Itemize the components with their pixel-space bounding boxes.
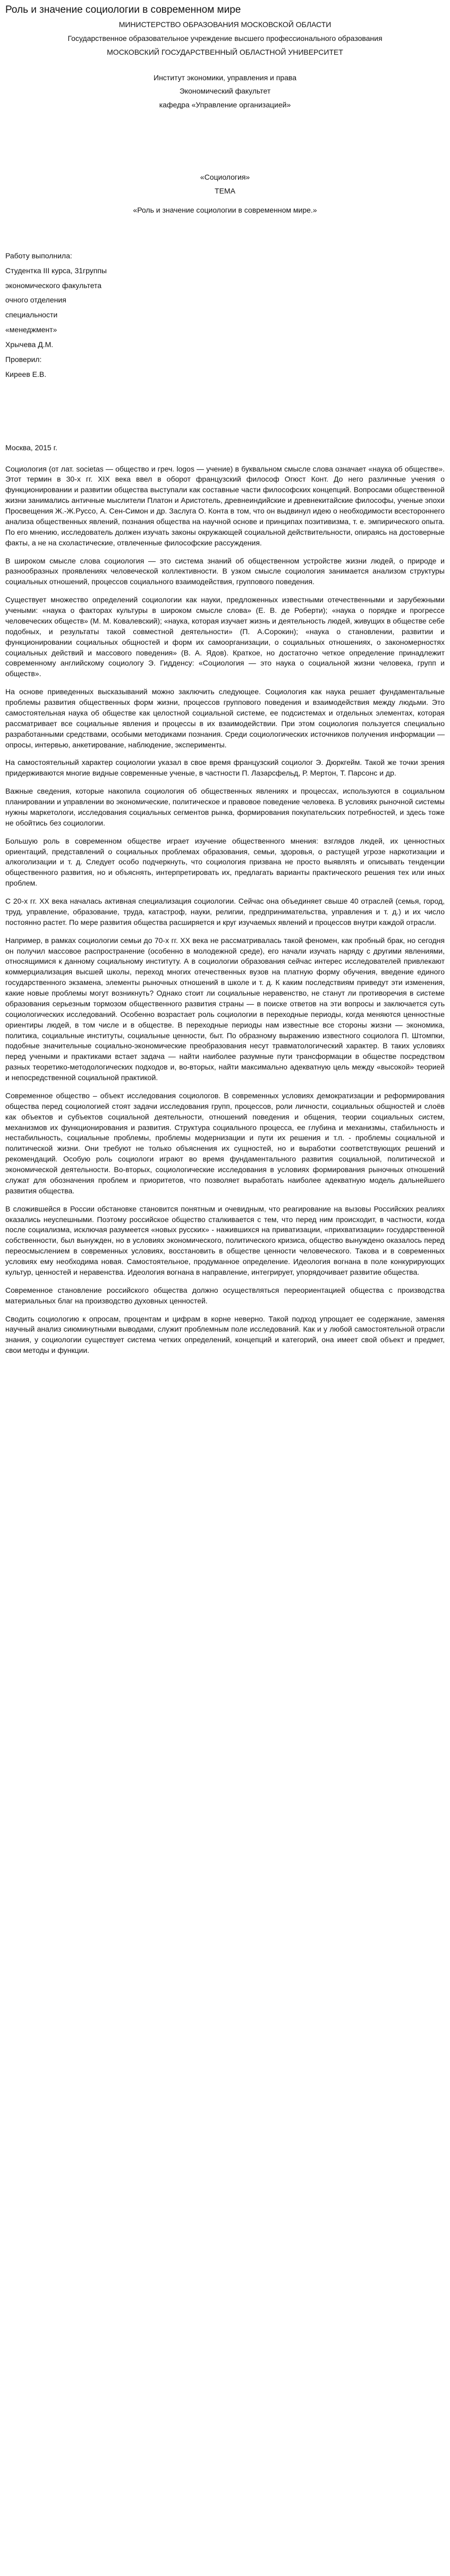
paragraph: Важные сведения, которые накопила социология об общественных явлениях и процессах, используются в социальном планировании и управлении во экономические, политическое и правовое поведение человека. В условиях рыночной системы нужны маркетологи, исследования социальных сегментов рынка, формирования покупательских потребностей, и здесь тоже не обойтись без социологии. bbox=[5, 787, 445, 827]
paragraph: Большую роль в современном обществе играет изучение общественного мнения: взглядов людей, их ценностных ориентаций, представлений о социальных проблемах образования, семьи, здоровья, о растущей угрозе наркотизации и алкоголизации и т. д. Следует особо подчеркнуть, что социология призвана не просто выявлять и описывать тенденции общественного развития, но и объяснять, интерпретировать их, предлагать варианты практического решения тех или иных проблем. bbox=[5, 836, 445, 888]
theme-label: ТЕМА bbox=[215, 187, 235, 196]
paragraph: Социология (от лат. societas — общество и греч. logos — учение) в буквальном смысле слова означает «наука об обществе». Этот термин в 30-х гг. XIX века ввел в оборот французский философ Огюст Конт. До него различные учения о функционировании и развитии общества выступали как составные части философских концепций. Вопросами общественной жизни занимались античные мыслители Платон и Аристотель, древнеиндийские и древнекитайские философы, ученые эпохи Просвещения Ж.-Ж.Руссо, А. Сен-Симон и др. Заслуга О. Конта в том, что он выдвинул идею о необходимости всестороннего анализа общественных явлений, познания общества на научной основе и принципах позитивизма, т. е. эмпирического опыта. По его мнению, исследователь должен изучать законы окружающей социальной действительности, опираясь на достоверные факты, а не на схоластические, отвлеченные философские рассуждения. bbox=[5, 464, 445, 547]
paragraph: Существует множество определений социологии как науки, предложенных известными отечественными и зарубежными учеными: «наука о факторах культуры в широком смысле слова» (Е. В. де Роберти); «наука о порядке и прогрессе человеческих обществ» (М. М. Ковалевский); «наука, которая изучает жизнь и деятельность людей, живущих в обществе себе подобных, и результаты такой совместной деятельности» (П. А.Сорокин); «наука о становлении, развитии и функционировании социальных общностей и форм их самоорганизации, о социальных отношениях, о закономерностях социальных действий и массового поведения» (В. А. Ядов). Краткое, но достаточно четкое определение принадлежит современному английскому социологу Э. Гидденсу: «Социология — это наука о социальной жизни человека, групп и обществ». bbox=[5, 595, 445, 678]
institution-type: Государственное образовательное учреждение высшего профессионального образования bbox=[67, 33, 383, 43]
paragraph: В сложившейся в России обстановке становится понятным и очевидным, что реагирование на вызовы Российских реалиях оказались неуспешными. Поэтому российское общество сталкивается с тем, что перед ним происходит, в частности, когда после социализма, исключая разумеется «новых русских» - нажившихся на приватизации, «прихватизации» государственной собственности, был вынужден, но в условиях экономического, политического кризиса, общество вынуждено оказалось перед переосмыслением в современных условиях, восстановить в обществе ценности человеческого. Такова и в современных условиях ему необходима новая. Самостоятельное, продуманное определение. Идеология вогнана в поле конкурирующих культур, ценностей и неравенства. Идеология вогнана в направление, интегрирует, упорядочивает развитие общества. bbox=[5, 1204, 445, 1276]
spacer bbox=[5, 219, 445, 251]
paragraph: Современное становление российского общества должно осуществляться переориентацией общества с производства материальных благ на производство духовных ценностей. bbox=[5, 1285, 445, 1305]
author-line: Хрычева Д.М. bbox=[5, 340, 54, 349]
paragraph: На основе приведенных высказываний можно заключить следующее. Социология как наука решает фундаментальные проблемы развития общественных форм жизни, процессов группового поведения и взаимодействия между людьми. Это самостоятельная наука об обществе как целостной социальной системе, ее подсистемах и отдельных элементах, которая рассматривает все социальные явления и процессы в их взаимодействии. При этом социология пользуется специально разработанными средствами, особыми методиками познания. Среди социологических источников получения информации — опросы, интервью, анкетирование, наблюдение, эксперименты. bbox=[5, 687, 445, 749]
body-text bbox=[5, 464, 445, 1357]
author-line: Работу выполнила: bbox=[5, 251, 72, 260]
subject-name: «Социология» bbox=[200, 173, 250, 182]
author-line: экономического факультета bbox=[5, 281, 102, 290]
university-name: МОСКОВСКИЙ ГОСУДАРСТВЕННЫЙ ОБЛАСТНОЙ УНИВЕРСИТЕТ bbox=[107, 47, 343, 56]
ministry-name: МИНИСТЕРСТВО ОБРАЗОВАНИЯ МОСКОВСКОЙ ОБЛАСТИ bbox=[118, 20, 332, 29]
spacer bbox=[5, 61, 445, 73]
faculty-block bbox=[5, 73, 445, 111]
paragraph: В широком смысле слова социология — это система знаний об общественном устройстве жизни людей, о природе и разнообразных проявлениях человеческой коллективности. В узком смысле социология занимается анализом структуры социальных отношений, процессов социального взаимодействия, группового поведения. bbox=[5, 556, 445, 586]
spacer bbox=[5, 114, 445, 172]
paragraph: Сводить социологию к опросам, процентам и цифрам в корне неверно. Такой подход упрощает ее содержание, заменяя научный анализ сиюминутными выводами, служит проблемным поле исследований. Как и у любой самостоятельной отрасли знания, у социологии существует система четких определений, концепций и категорий, она имеет свой объект и предмет, свои методы и функции. bbox=[5, 1314, 445, 1355]
author-block bbox=[5, 251, 445, 380]
author-line: Киреев Е.В. bbox=[5, 369, 47, 378]
paragraph: На самостоятельный характер социологии указал в свое время французский социолог Э. Дюркгейм. Такой же точки зрения придерживаются многие видные современные ученые, в частности П. Лазарсфельд, Р. Мертон, Т. Парсонс и др. bbox=[5, 758, 445, 778]
faculty-name: Экономический факультет bbox=[179, 87, 271, 96]
author-line: Проверил: bbox=[5, 355, 42, 364]
paragraph: С 20-х гг. XX века началась активная специализация социологии. Сейчас она объединяет свыше 40 отраслей (семья, город, труд, управление, образование, труда, катастроф, науки, религии, предпринимательства, управления и т. д.) и их число постоянно растет. По мере развития общества расширяется и круг изучаемых явлений и процессов внутри каждой отрасли. bbox=[5, 897, 445, 927]
paragraph: Современное общество – объект исследования социологов. В современных условиях демократизации и реформирования общества перед социологией стоят задачи исследования групп, процессов, роли личности, социальных общностей и слоёв как объектов и субъектов социальной деятельности, отношений поведения и общения, теории социальных систем, механизмов их функционирования и развития. Структура социального процесса, ее глубина и механизмы, стабильность и нестабильность, социальные проблемы, проблемы модернизации и пути их решения и т.п. - проблемы социальной и политической жизни. Они требуют не только объяснения их сущностей, но и выработки соответствующих решений и рекомендаций. Особую роль социологи играют во время фундаментального развития социальной, политической и экономической деятельности. Во-вторых, социологические исследования в условиях формирования рыночных отношений служат для обозначения проблем и приоритетов, что позволяет выработать наиболее адекватную модель дальнейшего развития общества. bbox=[5, 1091, 445, 1195]
city-year: Москва, 2015 г. bbox=[5, 443, 57, 452]
title-page-header bbox=[5, 20, 445, 58]
theme-title: «Роль и значение социологии в современном мире.» bbox=[133, 205, 317, 214]
paragraph: Например, в рамках социологии семьи до 70-х гг. XX века не рассматривалась такой феномен, как пробный брак, но сегодня он получил массовое распространение (особенно в молодежной среде), его начали изучать наряду с другими явлениями, относящимися к данному социальному институту. А в социологии образования сейчас интерес исследователей привлекают коммерциализация высшей школы, переход многих отечественных вузов на платную форму обучения, введение единого государственного экзамена, элементы рыночных отношений в школе и т. д. К каким последствиям приведут эти изменения, какие новые проблемы могут возникнуть? Однако стоит ли социальные неравенство, не станут ли противоречия в системе образования серьезным тормозом общественного развития страны — в поиске ответов на эти вопросы и заключается суть социологических исследований. Особенно возрастает роль социологии в переходные периоды, когда меняются ценностные ориентиры людей, в том числе и в обществе. В переходные периоды нам известные все стороны жизни — экономика, политика, социальные институты, социальные ценности, быт. По образному выражению известного социолога П. Штомпки, подобные значительные социально-экономические преобразования несут травматологический характер. В таких условиях перед учеными и практиками встает задача — найти наиболее разумные пути трансформации в обществе посредством разных теоретико-методологических подходов и, во-вторых, найти максимально адекватную цель между «высокой» теорией и непосредственной социальной практикой. bbox=[5, 936, 445, 1082]
institute-name: Институт экономики, управления и права bbox=[154, 73, 296, 82]
department-name: кафедра «Управление организацией» bbox=[159, 100, 291, 110]
author-line: «менеджмент» bbox=[5, 325, 57, 334]
page-title: Роль и значение социологии в современном мире bbox=[5, 4, 241, 15]
author-line: Студентка III курса, 31группы bbox=[5, 266, 107, 275]
author-line: специальности bbox=[5, 310, 58, 319]
author-line: очного отделения bbox=[5, 296, 66, 305]
spacer bbox=[5, 384, 445, 443]
subject-block bbox=[5, 172, 445, 216]
